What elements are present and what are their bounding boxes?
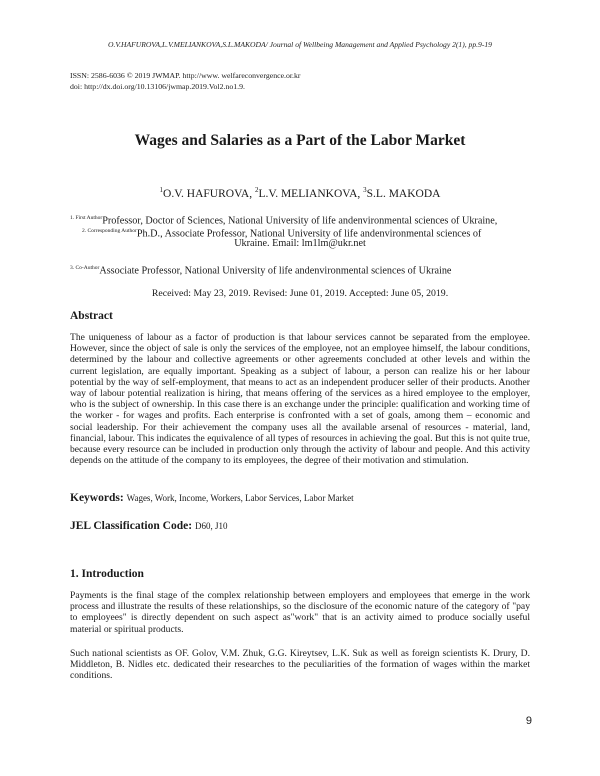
paper-title: Wages and Salaries as a Part of the Labor Market xyxy=(134,132,466,149)
abstract-heading: Abstract xyxy=(70,310,113,322)
author-name: S.L. MAKODA xyxy=(366,187,441,200)
abstract-text: The uniqueness of labour as a factor of production is that labour services cannot be separated from the employee. However, since the object of sale is only the services of the employee, not an employee himself, the labour conditions, determined by the labour and collective agreements or other agreements concluded at other levels and within the current legislation, are equally important. Speaking as a subject of labour, a person can realize his or her labour potential by the way of self-employment, that means to act as an independent producer seller of their products. Another way of labour potential realization is hiring, that means offering of the services as a hired employee to the employer, who is the subject of ownership. In this case there is an exchange under the principle: qualification and working time of the worker - for wages and profits. Each enterprise is confronted with a set of goals, among them – economic and social leadership. For their achievement the company uses all the available arsenal of resources - material, land, financial, labour. This indicates the equivalence of all types of resources in achieving the goal. But this is not quite true, because every resource can be included in production only through the activity of labour and people. And this activity depends on the attitude of the company to its employees, the degree of their motivation and stimulation. xyxy=(70,332,530,467)
page-number: 9 xyxy=(525,715,532,727)
keywords-label: Keywords: xyxy=(70,492,124,504)
intro-paragraph-1: Payments is the final stage of the complex relationship between employers and employees that emerge in the work process and illustrate the results of these relationships, so the disclosure of the economic nature of the category of "pay to employees" is directly dependent on such aspect as"work" that is an activity aimed to produce socially useful material or spiritual products. xyxy=(70,590,530,635)
author-name: O.V. HAFUROVA, xyxy=(163,187,255,200)
affiliation-text: Professor, Doctor of Sciences, National University of life andenvironmental sciences of Ukraine, xyxy=(102,215,498,227)
running-head: O.V.HAFUROVA,L.V.MELIANKOVA,S.L.MAKODA/ Journal of Wellbeing Management and Applied Psychology 2(1), pp.9-19 xyxy=(108,40,492,49)
affiliation-text: Ph.D., Associate Professor, National University of life andenvironmental sciences of xyxy=(136,228,482,240)
intro-paragraph-2: Such national scientists as OF. Golov, V.M. Zhuk, G.G. Kireytsev, L.K. Suk as well as foreign scientists K. Drury, D. Middleton, B. Nidles etc. dedicated their researches to the peculiarities of the formation of wages within the market conditions. xyxy=(70,648,530,682)
author-name: L.V. MELIANKOVA, xyxy=(258,187,364,200)
keywords xyxy=(70,492,354,504)
jel-value: D60, J10 xyxy=(195,521,228,531)
jel-classification xyxy=(70,520,228,532)
publication-meta xyxy=(70,70,300,92)
affiliation-3 xyxy=(70,262,451,277)
affiliation-tag: 1. First Author xyxy=(70,215,103,221)
issn-line: ISSN: 2586-6036 © 2019 JWMAP. http://www. welfareconvergence.or.kr xyxy=(70,71,301,80)
author-list xyxy=(0,186,600,200)
affiliation-text: Associate Professor, National University of life andenvironmental sciences of Ukraine xyxy=(99,265,452,277)
affiliation-2-email: Ukraine. Email: lm1lm@ukr.net xyxy=(234,238,366,249)
intro-heading: 1. Introduction xyxy=(70,568,144,580)
author-number: 3 xyxy=(363,186,367,194)
author-number: 2 xyxy=(254,186,259,194)
jel-label: JEL Classification Code: xyxy=(70,520,193,532)
doi-line: doi: http://dx.doi.org/10.13106/jwmap.2019.Vol2.no1.9. xyxy=(70,82,245,91)
received-dates: Received: May 23, 2019. Revised: June 01, 2019. Accepted: June 05, 2019. xyxy=(151,288,449,299)
affiliation-tag: 2. Corresponding Author xyxy=(82,228,137,234)
keywords-value: Wages, Work, Income, Workers, Labor Services, Labor Market xyxy=(126,493,354,503)
affiliation-tag: 3. Co-Author xyxy=(70,265,100,271)
author-number: 1 xyxy=(159,186,164,194)
